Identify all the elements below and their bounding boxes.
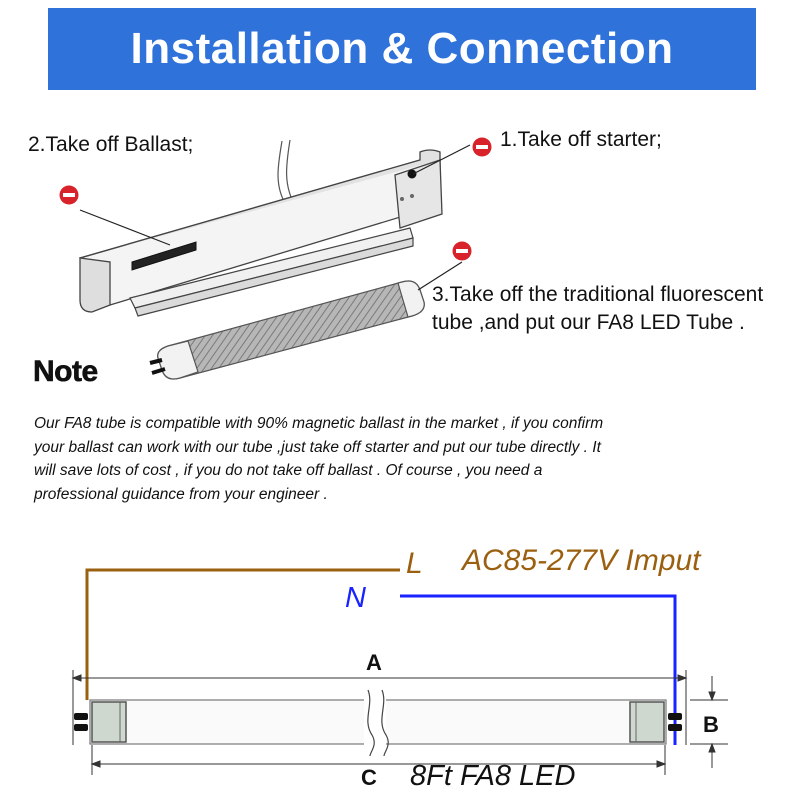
note-line: will save lots of cost , if you do not take off ballast . Of course , you need a <box>34 462 543 479</box>
note-line: your ballast can work with our tube ,just take off starter and put our tube directly . It <box>34 438 601 456</box>
dimension-c-label: C <box>361 765 377 790</box>
step-1-label: 1.Take off starter; <box>500 128 662 151</box>
note-heading: Note <box>33 355 98 388</box>
neutral-label: N <box>345 582 366 614</box>
note-line: Our FA8 tube is compatible with 90% magnetic ballast in the market , if you confirm <box>34 415 604 432</box>
dimension-a-label: A <box>366 650 382 675</box>
page-title: Installation & Connection <box>130 24 674 73</box>
dimension-b-label: B <box>703 712 719 737</box>
live-label: L <box>406 547 423 580</box>
step-2-label: 2.Take off Ballast; <box>28 133 194 156</box>
led-tube <box>74 690 682 756</box>
note-line: professional guidance from your engineer . <box>34 485 328 503</box>
tube-model-label: 8Ft FA8 LED <box>410 760 576 792</box>
step-3-label: 3.Take off the traditional fluorescent tube ,and put our FA8 LED Tube . <box>432 283 764 334</box>
input-voltage-label: AC85-277V Imput <box>462 544 701 577</box>
